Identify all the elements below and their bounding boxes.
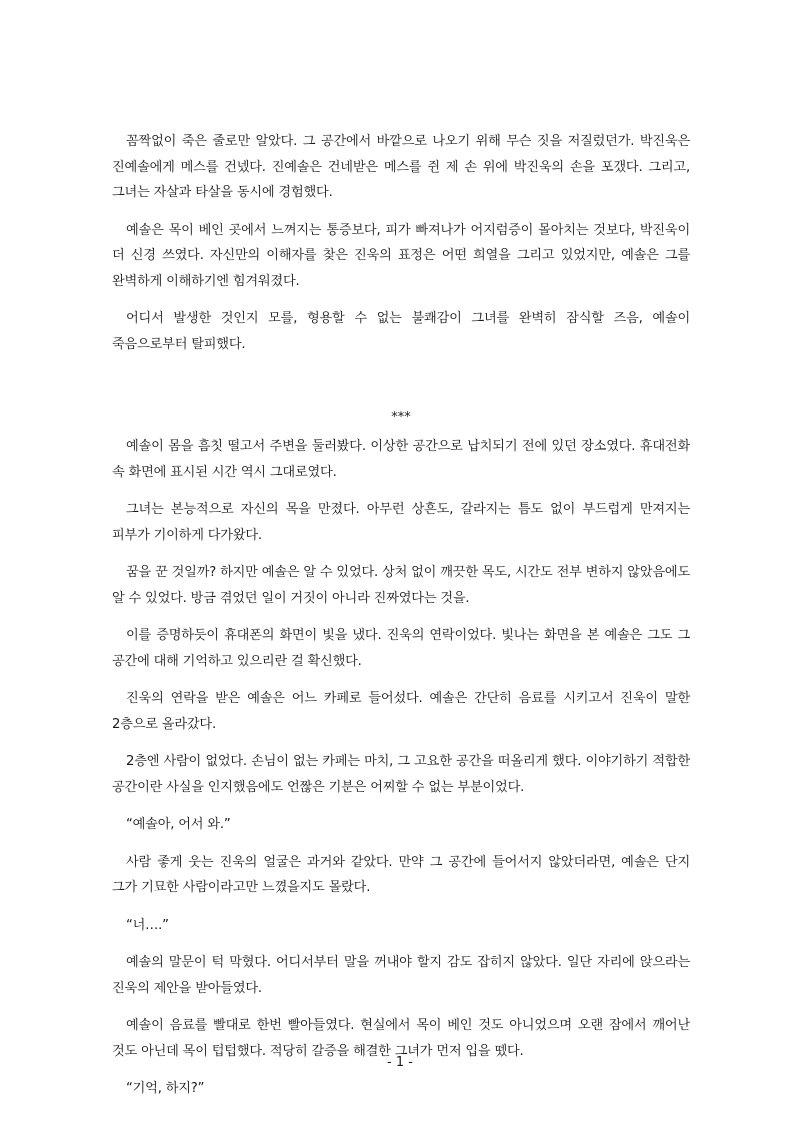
paragraph: “기억, 하지?”: [126, 1081, 205, 1096]
paragraph: 어디서 발생한 것인지 모를, 형용할 수 없는 불쾌감이 그녀를 완벽히 잠식할 즈음, 예솔이 죽음으로부터 탈피했다.: [112, 311, 690, 352]
paragraph: 2층엔 사람이 없었다. 손님이 없는 카페는 마치, 그 고요한 공간을 떠올리게 했다. 이야기하기 적합한 공간이란 사실을 인지했음에도 언짢은 기분은 어찌할 수 없는 부분이었다.: [112, 754, 690, 795]
page-number: - 1 -: [387, 1055, 413, 1070]
paragraph: 꿈을 꾼 것일까? 하지만 예솔은 알 수 있었다. 상처 없이 깨끗한 목도, 시간도 전부 변하지 않았음에도 알 수 있었다. 방금 겪었던 일이 거짓이 아니라 진짜였다는 것을.: [112, 565, 690, 606]
paragraph: 예솔이 몸을 흠칫 떨고서 주변을 둘러봤다. 이상한 공간으로 납치되기 전에 있던 장소였다. 휴대전화 속 화면에 표시된 시간 역시 그대로였다.: [112, 439, 690, 480]
paragraph: “너….”: [126, 917, 169, 933]
section-gap: [112, 369, 690, 407]
paragraph: 이를 증명하듯이 휴대폰의 화면이 빛을 냈다. 진욱의 연락이었다. 빛나는 화면을 본 예솔은 그도 그 공간에 대해 기억하고 있으리란 걸 확신했다.: [112, 628, 690, 669]
paragraph: “예솔아, 어서 와.”: [126, 817, 231, 832]
paragraph: 예솔의 말문이 턱 막혔다. 어디서부터 말을 꺼내야 할지 감도 잡히지 않았다. 일단 자리에 앉으라는 진욱의 제안을 받아들였다.: [112, 955, 690, 996]
body-text: [112, 129, 690, 1114]
paragraph: 사람 좋게 웃는 진욱의 얼굴은 과거와 같았다. 만약 그 공간에 들어서지 않았더라면, 예솔은 단지 그가 기묘한 사람이라고만 느꼈을지도 몰랐다.: [112, 854, 690, 895]
section-before-break: [112, 129, 690, 357]
section-after-break: [112, 434, 690, 1102]
paragraph: 진욱의 연락을 받은 예솔은 어느 카페로 들어섰다. 예솔은 간단히 음료를 시키고서 진욱이 말한 2층으로 올라갔다.: [112, 691, 690, 732]
paragraph: 예솔은 목이 베인 곳에서 느껴지는 통증보다, 피가 빠져나가 어지럼증이 몰아치는 것보다, 박진욱이 더 신경 쓰였다. 자신만의 이해자를 찾은 진욱의 표정은 어떤 희열을 그리고 있었지만, 예솔은 그를 완벽하게 이해하기엔 힘겨워졌다.: [112, 222, 690, 289]
paragraph: 그녀는 본능적으로 자신의 목을 만졌다. 아무런 상흔도, 갈라지는 틈도 없이 부드럽게 만져지는 피부가 기이하게 다가왔다.: [112, 502, 690, 543]
paragraph: 꼼짝없이 죽은 줄로만 알았다. 그 공간에서 바깥으로 나오기 위해 무슨 짓을 저질렀던가. 박진욱은 진예솔에게 메스를 건넸다. 진예솔은 건네받은 메스를 쥔 제 손 위에 박진욱의 손을 포갰다. 그리고, 그녀는 자살과 타살을 동시에 경험했다.: [112, 134, 690, 200]
paragraph: 예솔이 음료를 빨대로 한번 빨아들였다. 현실에서 목이 베인 것도 아니었으며 오랜 잠에서 깨어난 것도 아닌데 목이 텁텁했다. 적당히 갈증을 해결한 그녀가 먼저 입을 뗐다.: [112, 1018, 690, 1059]
section-separator: ***: [391, 410, 411, 425]
